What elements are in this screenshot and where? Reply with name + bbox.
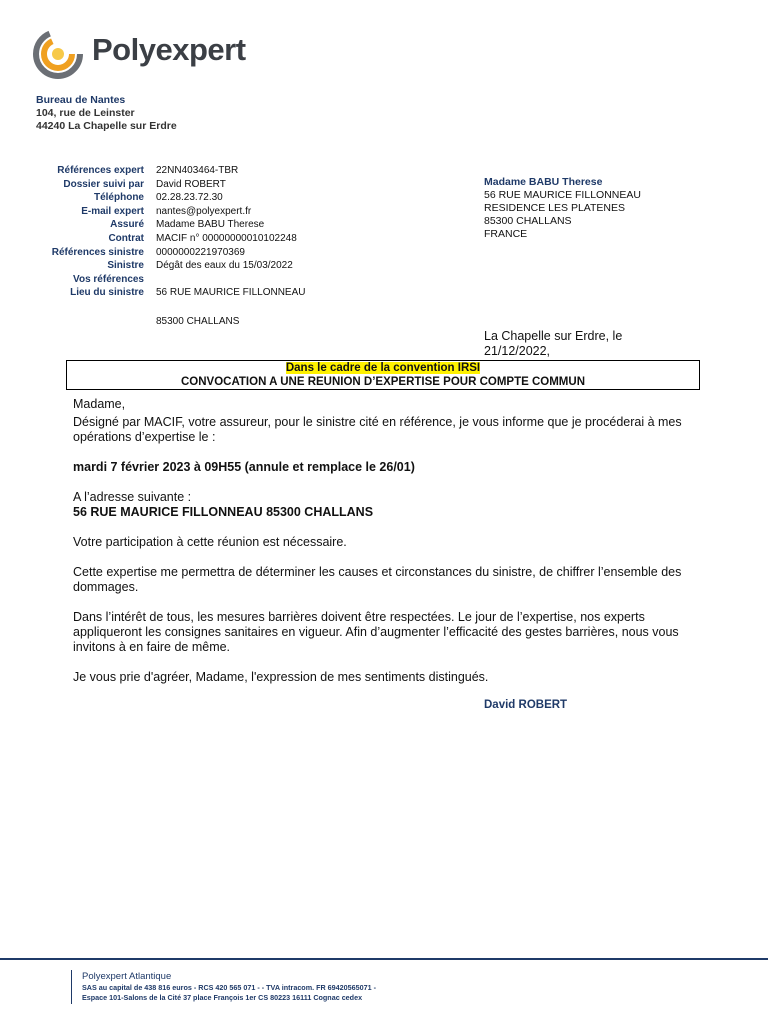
salutation: Madame,: [73, 397, 126, 411]
ref-label: Dossier suivi par: [63, 178, 144, 190]
ref-row: [36, 246, 305, 260]
closing-paragraph: Je vous prie d'agréer, Madame, l'expression de mes sentiments distingués.: [73, 670, 489, 684]
ref-label: Assuré: [110, 219, 144, 231]
meeting-address: 56 RUE MAURICE FILLONNEAU 85300 CHALLANS: [73, 505, 374, 519]
ref-value: 0000000221970369: [156, 246, 245, 258]
ref-label: Sinistre: [107, 260, 144, 272]
ref-label: Téléphone: [93, 192, 144, 204]
ref-value: 22NN403464-TBR: [156, 165, 239, 176]
reference-table: [36, 164, 305, 300]
ref-row: [36, 205, 305, 219]
footer-address: Espace 101-Salons de la Cité 37 place François 1er CS 80223 16111 Cognac cedex: [82, 993, 363, 1002]
sanitary-paragraph: Dans l’intérêt de tous, les mesures barrières doivent être respectées. Le jour de l’expertise, nos experts appliqueront les consignes sanitaires en vigueur. Afin d’augmenter l’efficacité des gestes barrières, nous vous invitons à en faire de même.: [73, 610, 679, 654]
ref-row: [36, 178, 305, 192]
footer-company: Polyexpert Atlantique: [82, 971, 172, 982]
brand-name: Polyexpert: [92, 32, 246, 67]
ref-value: David ROBERT: [156, 178, 226, 190]
ref-label: Lieu du sinistre: [70, 287, 144, 299]
letter-body: [73, 397, 689, 685]
signer-name: David ROBERT: [484, 699, 568, 711]
office-city: 44240 La Chapelle sur Erdre: [36, 120, 177, 132]
ref-label: Références sinistre: [51, 246, 144, 258]
ref-row: [36, 232, 305, 246]
recipient-line: 85300 CHALLANS: [484, 215, 572, 227]
ref-row: [36, 164, 305, 178]
purpose-paragraph: Cette expertise me permettra de déterminer les causes et circonstances du sinistre, de chiffrer l’ensemble des dommages.: [73, 565, 682, 594]
ref-value: nantes@polyexpert.fr: [156, 205, 252, 217]
footer: [82, 972, 376, 1004]
ref-row: [36, 286, 305, 300]
polyexpert-swirl-icon: [32, 28, 84, 80]
ref-row: [36, 191, 305, 205]
office-name: Bureau de Nantes: [36, 94, 126, 106]
ref-row: [36, 218, 305, 232]
convocation-title: CONVOCATION A UNE REUNION D’EXPERTISE POUR COMPTE COMMUN: [180, 375, 585, 388]
ref-value: 56 RUE MAURICE FILLONNEAU: [156, 287, 306, 299]
footer-accent-bar: [71, 970, 72, 1004]
address-intro: A l’adresse suivante :: [73, 490, 192, 504]
ref-label: E-mail expert: [81, 205, 144, 217]
appointment-date: mardi 7 février 2023 à 09H55 (annule et remplace le 26/01): [73, 460, 415, 474]
ref-value: MACIF n° 00000000010102248: [156, 232, 297, 244]
footer-divider: [0, 958, 768, 960]
recipient-line: RESIDENCE LES PLATENES: [484, 202, 626, 214]
office-address: [36, 94, 177, 133]
ref-label: Contrat: [108, 232, 144, 244]
ref-value: Madame BABU Therese: [156, 219, 265, 231]
ref-row: [36, 259, 305, 273]
office-street: 104, rue de Leinster: [36, 107, 135, 119]
ref-label: Vos références: [73, 273, 144, 285]
footer-legal: SAS au capital de 438 816 euros - RCS 420 565 071 - - TVA intracom. FR 69420565071 -: [82, 982, 377, 992]
convention-highlight: Dans le cadre de la convention IRSI: [285, 362, 481, 374]
recipient-name: Madame BABU Therese: [484, 176, 603, 188]
letter-object-box: [66, 360, 700, 390]
ref-row: [36, 273, 305, 287]
ref-value: Dégât des eaux du 15/03/2022: [156, 260, 293, 272]
place-date: La Chapelle sur Erdre, le 21/12/2022,: [484, 329, 623, 358]
recipient-line: 56 RUE MAURICE FILLONNEAU: [484, 189, 641, 201]
ref-value: 02.28.23.72.30: [156, 192, 223, 204]
recipient-line: FRANCE: [484, 228, 528, 240]
loss-location-city: 85300 CHALLANS: [156, 316, 240, 327]
recipient-address: [484, 176, 641, 241]
intro-paragraph: Désigné par MACIF, votre assureur, pour le sinistre cité en référence, je vous informe que je procéderai à mes opérations d’expertise le :: [73, 415, 682, 444]
participation-paragraph: Votre participation à cette réunion est nécessaire.: [73, 535, 347, 549]
ref-label: Références expert: [57, 165, 144, 176]
